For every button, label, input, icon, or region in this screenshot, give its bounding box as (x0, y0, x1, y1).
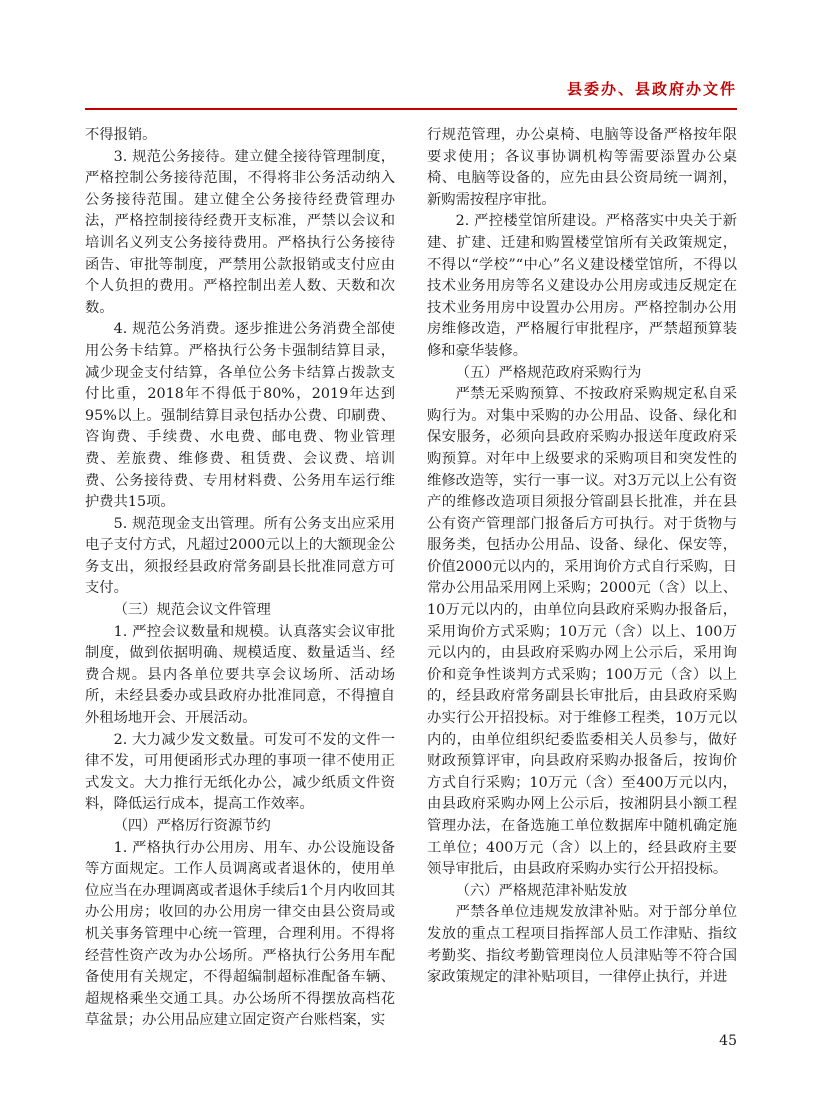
body-paragraph: 不得报销。 (85, 127, 157, 143)
page-header (85, 78, 737, 110)
page-content (85, 78, 737, 1032)
section-heading: （三）规范会议文件管理 (113, 602, 271, 619)
two-column-body (85, 125, 737, 1032)
body-paragraph: 严禁无采购预算、不按政府采购规定私自采购行为。对集中采购的办公用品、设备、绿化和保安服务，必须向县政府采购办报送年度政府采购预算。对年中上级要求的采购项目和突发性的维修改造等，实行一事一议。对3万元以上公有资产的维修改造项目须报分管副县长批准，并在县公有资产管理部门报备后方可执行。对于货物与服务类，包括办公用品、设备、绿化、保安等，价值2000元以内的，采用询价方式自行采购，日常办公用品采用网上采购；2000元（含）以上、10万元以内的，由单位向县政府采购办报备后，采用询价方式采购；10万元（含）以上、100万元以内的，由县政府采购办网上公示后，采用询价和竞争性谈判方式采购；100万元（含）以上的，经县政府常务副县长审批后，由县政府采购办实行公开招投标。对于维修工程类，10万元以内的，由单位组织纪委监委相关人员参与，做好财政预算评审，向县政府采购办报备后，按询价方式自行采购；10万元（含）至400万元以内，由县政府采购办网上公示后，按湘阴县小额工程管理办法，在备选施工单位数据库中随机确定施工单位；400万元（含）以上的，经县政府主要领导审批后，由县政府采购办实行公开招投标。 (427, 386, 737, 878)
body-paragraph: 3. 规范公务接待。建立健全接待管理制度，严格控制公务接待范围，不得将非公务活动纳入公务接待范围。建立健全公务接待经费管理办法，严格控制接待经费开支标准，严禁以会议和培训名义列支公务接待费用。严格执行公务接待函告、审批等制度，严禁用公款报销或支付应由个人负担的费用。严格控制出差人数、天数和次数。 (85, 148, 395, 316)
right-column (427, 125, 737, 1032)
body-paragraph: 严禁各单位违规发放津补贴。对于部分单位发放的重点工程项目指挥部人员工作津贴、指纹考勤奖、指纹考勤管理岗位人员津贴等不符合国家政策规定的津补贴项目，一律停止执行，并进 (427, 904, 737, 986)
body-paragraph: 5. 规范现金支出管理。所有公务支出应采用电子支付方式，凡超过2000元以上的大额现金公务支出，须报经县政府常务副县长批准同意方可支付。 (85, 515, 395, 597)
section-heading: （六）严格规范津补贴发放 (455, 882, 628, 899)
section-heading: （五）严格规范政府采购行为 (455, 364, 642, 381)
body-paragraph: 1. 严格执行办公用房、用车、办公设施设备等方面规定。工作人员调离或者退休的，使用单位应当在办理调离或者退休手续后1个月内收回其办公用房；收回的办公用房一律交由县公资局或机关事务管理中心统一管理，合理利用。不得将经营性资产改为办公场所。严格执行公务用车配备使用有关规定，不得超编制超标准配备车辆、超规格乘坐交通工具。办公场所不得摆放高档花草盆景；办公用品应建立固定资产台账档案，实 (85, 839, 395, 1029)
body-paragraph: 1. 严控会议数量和规模。认真落实会议审批制度，做到依据明确、规模适度、数量适当、经费合规。县内各单位要共享会议场所、活动场所，未经县委办或县政府办批准同意，不得擅自外租场地开会、开展活动。 (85, 623, 395, 727)
body-paragraph: 行规范管理，办公桌椅、电脑等设备严格按年限要求使用；各议事协调机构等需要添置办公桌椅、电脑等设备的，应先由县公资局统一调剂，新购需按程序审批。 (427, 127, 737, 208)
body-paragraph: 2. 严控楼堂馆所建设。严格落实中央关于新建、扩建、迁建和购置楼堂馆所有关政策规定，不得以“学校”“中心”名义建设楼堂馆所，不得以技术业务用房等名义建设办公用房或违反规定在技术业务用房中设置办公用房。严格控制办公用房维修改造，严格履行审批程序，严禁超预算装修和豪华装修。 (427, 213, 737, 359)
section-heading: （四）严格厉行资源节约 (113, 818, 271, 834)
body-paragraph: 2. 大力减少发文数量。可发可不发的文件一律不发，可用便函形式办理的事项一律不使用正式发文。大力推行无纸化办公，减少纸质文件资料，降低运行成本，提高工作效率。 (85, 731, 395, 813)
left-column (85, 125, 395, 1032)
body-paragraph: 4. 规范公务消费。逐步推进公务消费全部使用公务卡结算。严格执行公务卡强制结算目录，减少现金支付结算，各单位公务卡结算占拨款支付比重，2018年不得低于80%，2019年达到95%以上。强制结算目录包括办公费、印刷费、咨询费、手续费、水电费、邮电费、物业管理费、差旅费、维修费、租赁费、会议费、培训费、公务接待费、专用材料费、公务用车运行维护费共15项。 (85, 321, 395, 511)
header-title: 县委办、县政府办文件 (566, 80, 737, 98)
page-number: 45 (719, 1033, 737, 1049)
